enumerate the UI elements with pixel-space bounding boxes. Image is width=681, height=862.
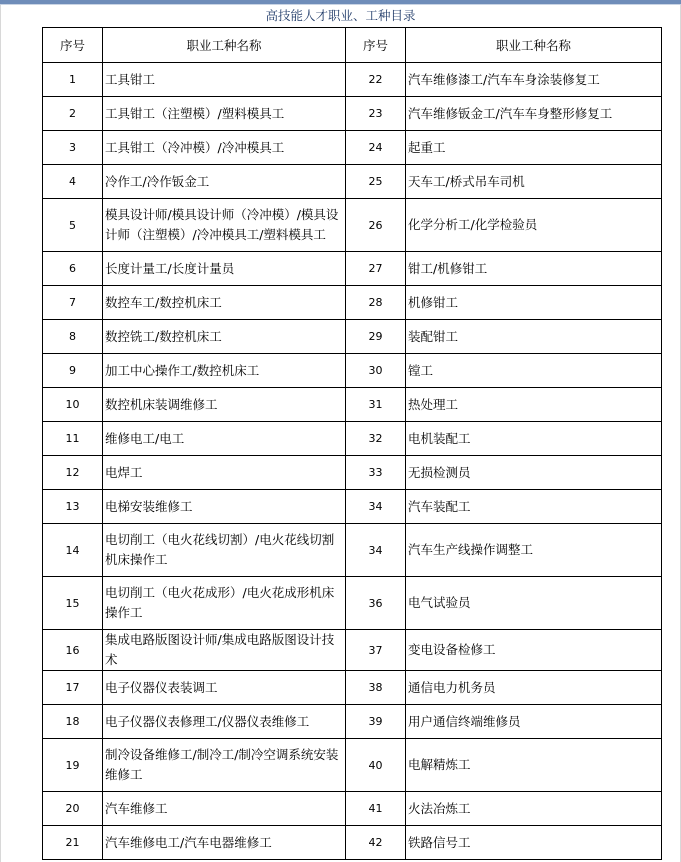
occupation-directory-table [42, 27, 662, 860]
left-name-cell: 电焊工 [103, 456, 346, 490]
left-seq-cell: 15 [43, 577, 103, 630]
left-seq-cell: 17 [43, 671, 103, 705]
left-name-cell: 制冷设备维修工/制冷工/制冷空调系统安装维修工 [103, 739, 346, 792]
right-name-cell: 起重工 [406, 131, 662, 165]
left-seq-cell: 16 [43, 630, 103, 671]
header-name-right: 职业工种名称 [406, 28, 662, 63]
table-row [43, 131, 662, 165]
table-row [43, 63, 662, 97]
left-name-cell: 维修电工/电工 [103, 422, 346, 456]
right-seq-cell: 25 [346, 165, 406, 199]
table-row [43, 320, 662, 354]
left-name-cell: 冷作工/冷作钣金工 [103, 165, 346, 199]
left-name-cell: 工具钳工（注塑模）/塑料模具工 [103, 97, 346, 131]
right-seq-cell: 39 [346, 705, 406, 739]
right-name-cell: 火法冶炼工 [406, 792, 662, 826]
right-name-cell: 装配钳工 [406, 320, 662, 354]
right-name-cell: 用户通信终端维修员 [406, 705, 662, 739]
left-seq-cell: 8 [43, 320, 103, 354]
right-name-cell: 汽车生产线操作调整工 [406, 524, 662, 577]
left-name-cell: 数控车工/数控机床工 [103, 286, 346, 320]
header-seq-right: 序号 [346, 28, 406, 63]
left-seq-cell: 11 [43, 422, 103, 456]
table-row [43, 388, 662, 422]
table-row [43, 792, 662, 826]
right-name-cell: 铁路信号工 [406, 826, 662, 860]
right-name-cell: 变电设备检修工 [406, 630, 662, 671]
left-seq-cell: 4 [43, 165, 103, 199]
right-name-cell: 通信电力机务员 [406, 671, 662, 705]
left-name-cell: 集成电路版图设计师/集成电路版图设计技术 [103, 630, 346, 671]
table-row [43, 705, 662, 739]
left-name-cell: 电切削工（电火花成形）/电火花成形机床操作工 [103, 577, 346, 630]
right-seq-cell: 36 [346, 577, 406, 630]
right-seq-cell: 38 [346, 671, 406, 705]
right-name-cell: 汽车装配工 [406, 490, 662, 524]
right-seq-cell: 30 [346, 354, 406, 388]
table-row [43, 671, 662, 705]
table-row [43, 97, 662, 131]
table-row [43, 354, 662, 388]
left-name-cell: 电切削工（电火花线切割）/电火花线切割机床操作工 [103, 524, 346, 577]
right-name-cell: 无损检测员 [406, 456, 662, 490]
window-top-divider [0, 4, 681, 5]
right-name-cell: 机修钳工 [406, 286, 662, 320]
page-left-edge [0, 5, 1, 862]
right-seq-cell: 29 [346, 320, 406, 354]
table-row [43, 165, 662, 199]
table-row [43, 577, 662, 630]
right-name-cell: 汽车维修钣金工/汽车车身整形修复工 [406, 97, 662, 131]
left-name-cell: 数控机床装调维修工 [103, 388, 346, 422]
left-name-cell: 汽车维修工 [103, 792, 346, 826]
left-name-cell: 加工中心操作工/数控机床工 [103, 354, 346, 388]
table-row [43, 286, 662, 320]
left-name-cell: 电子仪器仪表修理工/仪器仪表维修工 [103, 705, 346, 739]
right-seq-cell: 22 [346, 63, 406, 97]
left-seq-cell: 1 [43, 63, 103, 97]
right-seq-cell: 23 [346, 97, 406, 131]
left-seq-cell: 6 [43, 252, 103, 286]
right-seq-cell: 41 [346, 792, 406, 826]
left-name-cell: 长度计量工/长度计量员 [103, 252, 346, 286]
left-name-cell: 数控铣工/数控机床工 [103, 320, 346, 354]
left-name-cell: 汽车维修电工/汽车电器维修工 [103, 826, 346, 860]
left-name-cell: 模具设计师/模具设计师（冷冲模）/模具设计师（注塑模）/冷冲模具工/塑料模具工 [103, 199, 346, 252]
left-name-cell: 工具钳工（冷冲模）/冷冲模具工 [103, 131, 346, 165]
right-seq-cell: 34 [346, 524, 406, 577]
left-seq-cell: 12 [43, 456, 103, 490]
left-seq-cell: 21 [43, 826, 103, 860]
left-seq-cell: 13 [43, 490, 103, 524]
right-name-cell: 汽车维修漆工/汽车车身涂装修复工 [406, 63, 662, 97]
table-row [43, 199, 662, 252]
left-seq-cell: 3 [43, 131, 103, 165]
right-seq-cell: 34 [346, 490, 406, 524]
left-name-cell: 工具钳工 [103, 63, 346, 97]
right-name-cell: 天车工/桥式吊车司机 [406, 165, 662, 199]
right-name-cell: 电解精炼工 [406, 739, 662, 792]
table-body [43, 63, 662, 860]
left-seq-cell: 18 [43, 705, 103, 739]
right-seq-cell: 42 [346, 826, 406, 860]
left-seq-cell: 10 [43, 388, 103, 422]
right-name-cell: 镗工 [406, 354, 662, 388]
right-name-cell: 电机装配工 [406, 422, 662, 456]
left-seq-cell: 14 [43, 524, 103, 577]
page-title: 高技能人才职业、工种目录 [265, 8, 416, 23]
right-name-cell: 热处理工 [406, 388, 662, 422]
right-seq-cell: 27 [346, 252, 406, 286]
left-seq-cell: 9 [43, 354, 103, 388]
table-row [43, 422, 662, 456]
table-row [43, 826, 662, 860]
header-name-left: 职业工种名称 [103, 28, 346, 63]
table-row [43, 490, 662, 524]
table-row [43, 252, 662, 286]
right-seq-cell: 32 [346, 422, 406, 456]
left-seq-cell: 19 [43, 739, 103, 792]
right-seq-cell: 28 [346, 286, 406, 320]
left-seq-cell: 5 [43, 199, 103, 252]
right-seq-cell: 37 [346, 630, 406, 671]
left-seq-cell: 20 [43, 792, 103, 826]
left-seq-cell: 7 [43, 286, 103, 320]
left-seq-cell: 2 [43, 97, 103, 131]
table-row [43, 524, 662, 577]
right-name-cell: 钳工/机修钳工 [406, 252, 662, 286]
right-seq-cell: 26 [346, 199, 406, 252]
right-name-cell: 电气试验员 [406, 577, 662, 630]
table-row [43, 739, 662, 792]
right-seq-cell: 33 [346, 456, 406, 490]
left-name-cell: 电子仪器仪表装调工 [103, 671, 346, 705]
right-seq-cell: 40 [346, 739, 406, 792]
left-name-cell: 电梯安装维修工 [103, 490, 346, 524]
table-row [43, 456, 662, 490]
right-seq-cell: 24 [346, 131, 406, 165]
header-seq-left: 序号 [43, 28, 103, 63]
table-header-row [43, 28, 662, 63]
right-seq-cell: 31 [346, 388, 406, 422]
table-row [43, 630, 662, 671]
right-name-cell: 化学分析工/化学检验员 [406, 199, 662, 252]
